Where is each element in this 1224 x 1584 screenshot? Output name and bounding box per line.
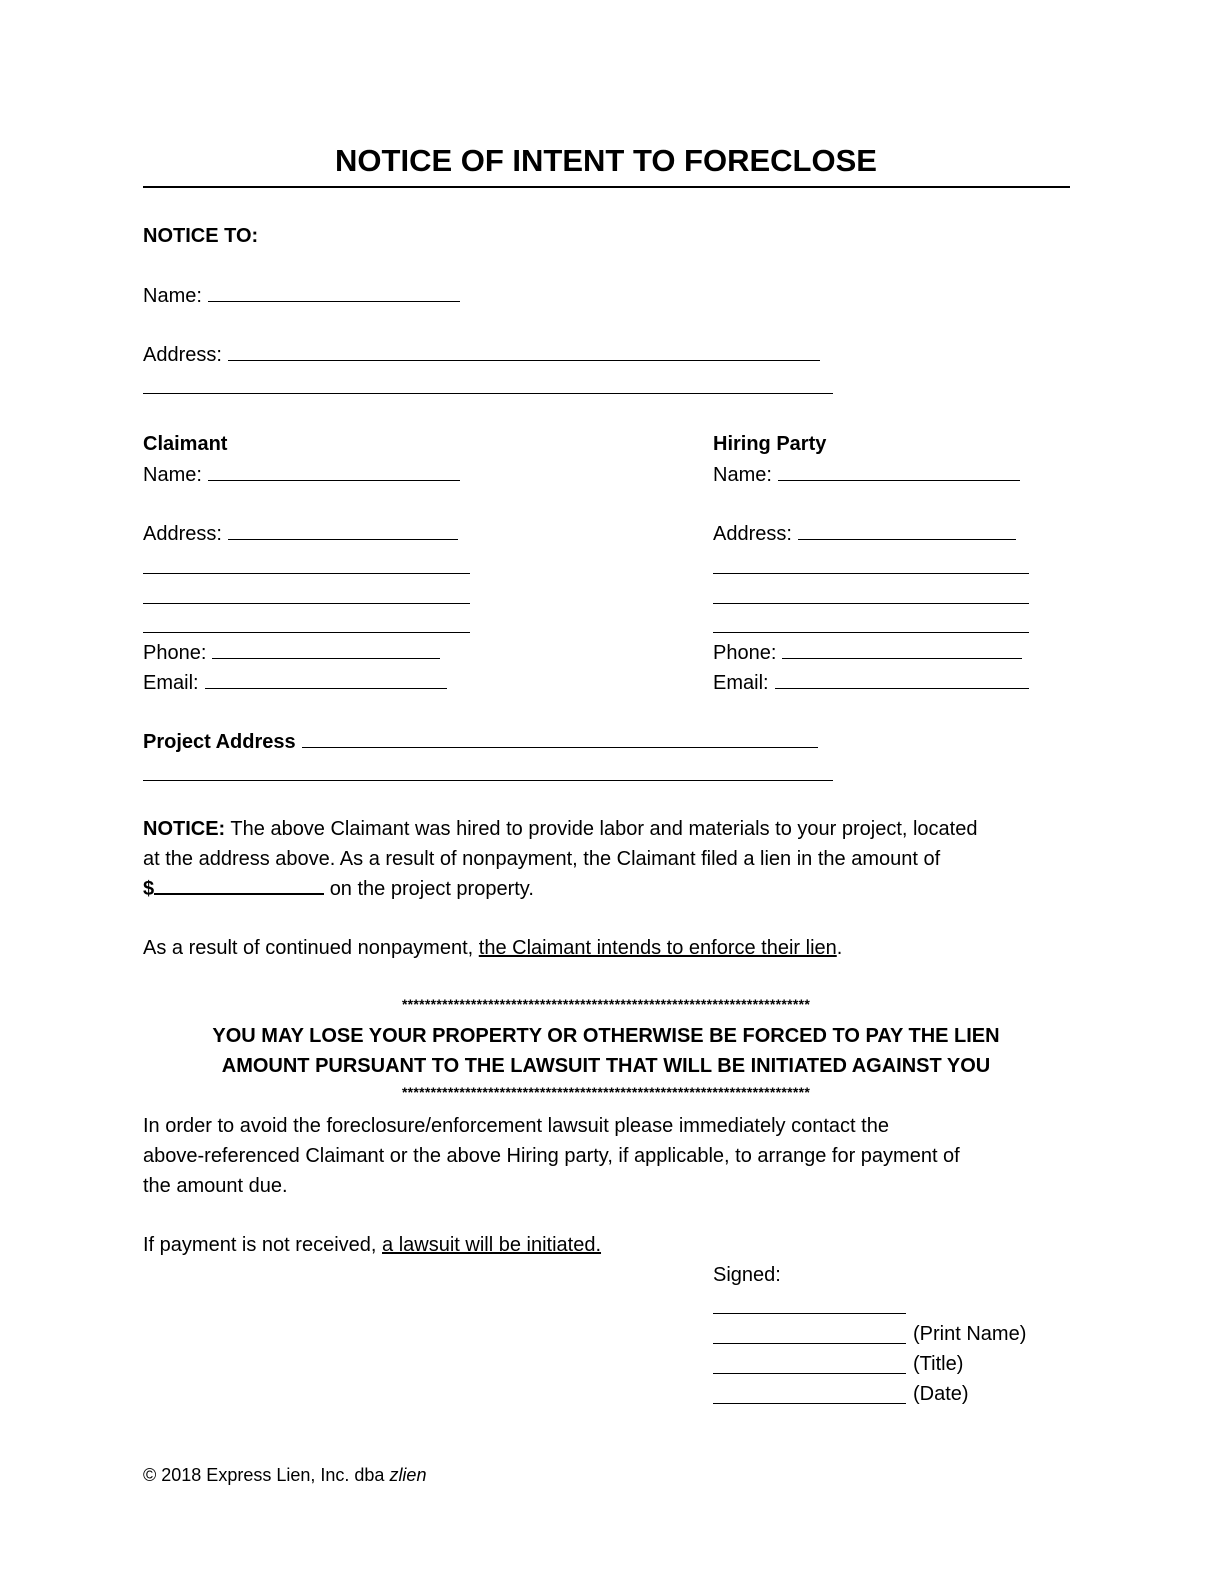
claimant-name-row: [143, 462, 460, 487]
notice-text-3: on the project property.: [329, 878, 534, 900]
lawsuit-paragraph: [143, 1230, 601, 1260]
print-name-field[interactable]: [713, 1343, 906, 1344]
claimant-address-field-4[interactable]: [143, 632, 470, 633]
claimant-address-field-3[interactable]: [143, 603, 470, 604]
hiring-party-address-field-1[interactable]: [798, 521, 1016, 540]
hiring-party-address-field-2[interactable]: [713, 573, 1029, 574]
claimant-email-field[interactable]: [205, 670, 447, 689]
claimant-address-field-2[interactable]: [143, 573, 470, 574]
enforce-suffix: .: [836, 937, 843, 959]
warning-line-1: YOU MAY LOSE YOUR PROPERTY OR OTHERWISE BE FORCED TO PAY THE LIEN: [212, 1025, 1000, 1047]
signature-field[interactable]: [713, 1313, 906, 1314]
avoid-paragraph-line-1: In order to avoid the foreclosure/enforcement lawsuit please immediately contact the: [143, 1115, 889, 1137]
footer-brand: zlien: [389, 1465, 427, 1485]
claimant-phone-field[interactable]: [212, 640, 440, 659]
claimant-address-row: [143, 521, 458, 546]
hiring-party-email-row: [713, 670, 1029, 695]
lawsuit-prefix: If payment is not received,: [143, 1234, 377, 1256]
hiring-party-email-label: Email:: [713, 672, 769, 694]
hiring-party-address-field-3[interactable]: [713, 603, 1029, 604]
notice-to-address-field-1[interactable]: [228, 342, 820, 361]
claimant-phone-label: Phone:: [143, 642, 207, 664]
project-address-field-1[interactable]: [302, 729, 818, 748]
document-title: NOTICE OF INTENT TO FORECLOSE: [335, 143, 877, 178]
title-divider: [143, 186, 1070, 188]
claimant-name-label: Name:: [143, 464, 202, 486]
hiring-party-phone-row: [713, 640, 1022, 665]
date-field[interactable]: [713, 1403, 906, 1404]
claimant-email-row: [143, 670, 447, 695]
notice-to-name-label: Name:: [143, 285, 202, 307]
notice-to-name-field[interactable]: [208, 283, 460, 302]
claimant-phone-row: [143, 640, 440, 665]
notice-to-heading: NOTICE TO:: [143, 225, 259, 247]
warning-line-2: AMOUNT PURSUANT TO THE LAWSUIT THAT WILL BE INITIATED AGAINST YOU: [221, 1055, 991, 1077]
hiring-party-phone-field[interactable]: [782, 640, 1022, 659]
notice-paragraph-line-1: [143, 814, 977, 844]
project-address-label: Project Address: [143, 731, 296, 753]
project-address-field-2[interactable]: [143, 780, 833, 781]
notice-lead: NOTICE:: [143, 818, 226, 840]
notice-paragraph-line-3: [143, 874, 534, 904]
hiring-party-name-row: [713, 462, 1020, 487]
enforce-prefix: As a result of continued nonpayment,: [143, 937, 474, 959]
enforce-paragraph: [143, 933, 842, 963]
signed-label: Signed:: [713, 1264, 781, 1286]
claimant-address-field-1[interactable]: [228, 521, 458, 540]
claimant-heading: Claimant: [143, 433, 228, 455]
claimant-email-label: Email:: [143, 672, 199, 694]
notice-to-address-field-2[interactable]: [143, 393, 833, 394]
title-field[interactable]: [713, 1373, 906, 1374]
enforce-underlined: the Claimant intends to enforce their lien: [478, 937, 837, 959]
notice-to-address-label: Address:: [143, 344, 222, 366]
hiring-party-address-field-4[interactable]: [713, 632, 1029, 633]
hiring-party-name-label: Name:: [713, 464, 772, 486]
hiring-party-name-field[interactable]: [778, 462, 1020, 481]
notice-text-1: The above Claimant was hired to provide labor and materials to your project, located: [230, 818, 978, 840]
project-address-row: [143, 729, 818, 754]
date-label: (Date): [913, 1383, 969, 1405]
avoid-paragraph-line-3: the amount due.: [143, 1175, 288, 1197]
hiring-party-email-field[interactable]: [775, 670, 1029, 689]
notice-to-address-row: [143, 342, 820, 367]
warning-stars-bottom: ***********************************************************************: [401, 1084, 811, 1100]
print-name-label: (Print Name): [913, 1323, 1027, 1345]
hiring-party-phone-label: Phone:: [713, 642, 777, 664]
hiring-party-address-row: [713, 521, 1016, 546]
hiring-party-address-label: Address:: [713, 523, 792, 545]
notice-paragraph-line-2: at the address above. As a result of nonpayment, the Claimant filed a lien in the amount of: [143, 848, 941, 870]
title-label: (Title): [913, 1353, 964, 1375]
claimant-name-field[interactable]: [208, 462, 460, 481]
lien-amount-field[interactable]: [154, 875, 324, 895]
warning-stars-top: ***********************************************************************: [401, 996, 811, 1012]
currency-symbol: $: [143, 878, 155, 900]
hiring-party-heading: Hiring Party: [713, 433, 827, 455]
footer: [143, 1464, 426, 1486]
notice-to-name-row: [143, 283, 460, 308]
claimant-address-label: Address:: [143, 523, 222, 545]
lawsuit-underlined: a lawsuit will be initiated.: [382, 1234, 602, 1256]
avoid-paragraph-line-2: above-referenced Claimant or the above Hiring party, if applicable, to arrange for payment of: [143, 1145, 960, 1167]
footer-copyright: © 2018 Express Lien, Inc. dba: [143, 1465, 385, 1485]
